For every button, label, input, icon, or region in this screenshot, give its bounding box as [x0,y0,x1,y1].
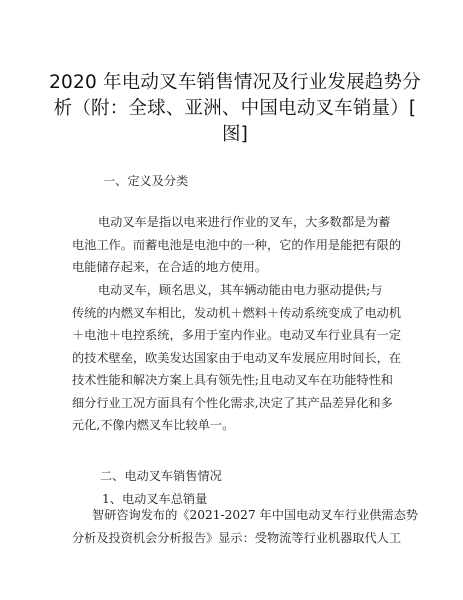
paragraph-line: 分析及投资机会分析报告》显示：受物流等行业机器取代人工 [72,530,402,545]
paragraph-line: 的技术壁垒，欧美发达国家由于电动叉车发展应用时间长，在 [72,350,402,365]
paragraph-line: 传统的内燃叉车相比，发动机＋燃料＋传动系统变成了电动机 [72,305,402,320]
paragraph-line: 元化,不像内燃叉车比较单一。 [72,418,235,432]
paragraph-line: 智研咨询发布的《2021-2027 年中国电动叉车行业供需态势 [92,508,418,522]
paragraph-electric-forklift [72,279,428,437]
paragraph-line: 技术性能和解决方案上具有领先性;且电动叉车在功能特性和 [72,373,393,387]
paragraph-line: 电动叉车，顾名思义，其车辆动能由电力驱动提供;与 [98,283,383,297]
title-line: 图] [221,124,249,145]
paragraph-line: 电池工作。而蓄电池是电池中的一种，它的作用是能把有限的 [72,237,402,252]
paragraph-line: ＋电池＋电控系统，多用于室内作业。电动叉车行业具有一定 [72,328,402,342]
paragraph-definition [72,211,428,279]
paragraph-line: 电动叉车是指以电来进行作业的叉车，大多数都是为蓄 [98,215,391,229]
subsection-heading-total-sales: 1、电动叉车总销量 [102,492,208,506]
section-heading-definition: 一、定义及分类 [103,174,189,188]
section-heading-sales: 二、电动叉车销售情况 [100,469,222,483]
title-line: 析（附：全球、亚洲、中国电动叉车销量）[ [53,98,417,119]
document-title [40,70,430,148]
title-line: 2020 年电动叉车销售情况及行业发展趋势分 [49,72,421,93]
paragraph-line: 电能储存起来，在合适的地方使用。 [72,260,267,274]
paragraph-line: 细分行业工况方面具有个性化需求,决定了其产品差异化和多 [72,395,393,410]
paragraph-report [72,504,432,549]
